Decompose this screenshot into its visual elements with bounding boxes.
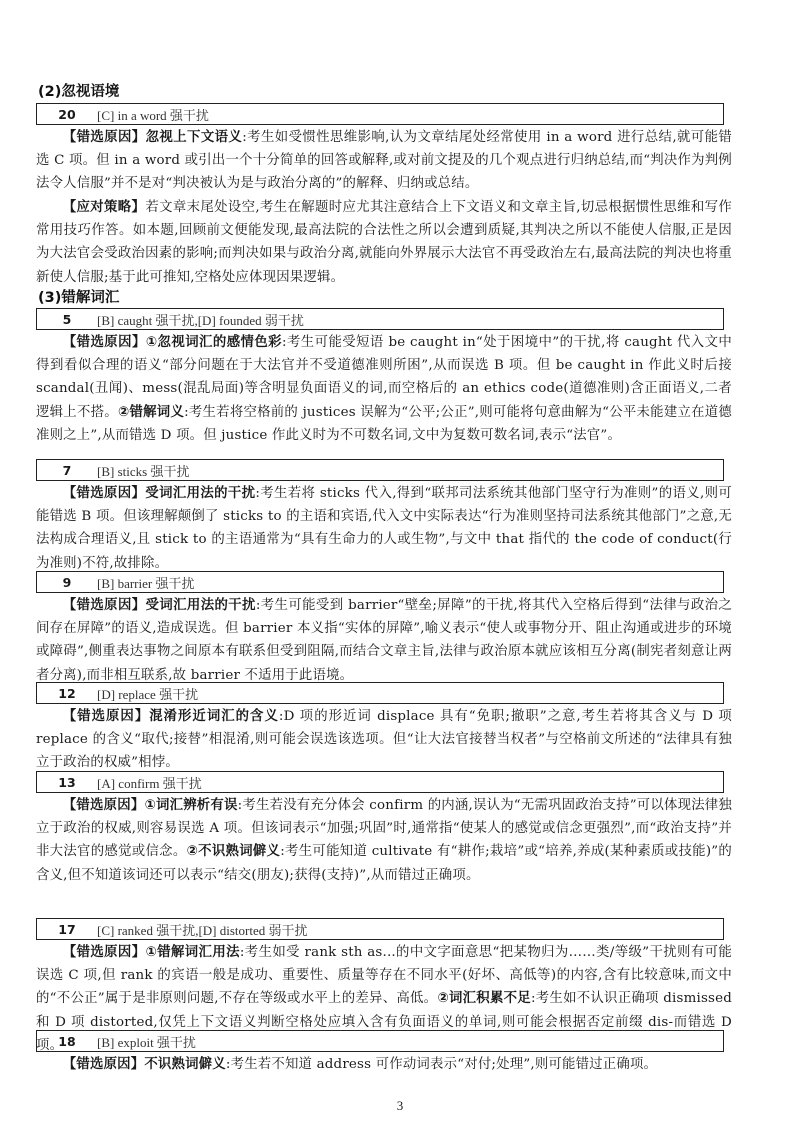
question-box-13: [36, 771, 724, 793]
reason-1-text: :考生若没有充分体会 confirm 的内涵,误认为“无需巩固政治支持”可以体现法律独立于政治的权威,则容易误选 A 项。但该词表示“加强;巩固”时,通常指“使某人的感觉或信念更强烈”,而“政治支持”并非大法官的感觉或信念。: [36, 798, 732, 860]
distractor-option: [A] confirm 强干扰: [97, 775, 202, 791]
distractor-option: [B] barrier 强干扰: [97, 575, 195, 591]
page-number: 3: [396, 1098, 404, 1113]
reason-2-text: :考生若将空格前的 justices 误解为“公平;公正”,则可能将句意曲解为“公平未能建立在道德准则之上”,从而错选 D 项。但 justice 作此义时为不可数名词,文中为复数可数名词,表示“法官”。: [36, 404, 733, 443]
question-box-12: [36, 682, 724, 704]
question-number: 5: [62, 311, 72, 327]
distractor-option: [B] exploit 强干扰: [97, 1034, 196, 1050]
analysis-label: 【错选原因】: [62, 798, 145, 813]
analysis-paragraph-18: [36, 1053, 732, 1076]
question-box-20: [36, 103, 724, 125]
distractor-option: [B] sticks 强干扰: [97, 463, 190, 479]
reason-1-text: :考生可能受短语 be caught in“处于困境中”的干扰,将 caught 代入文中得到看似合理的语义“部分问题在于大法官并不受道德准则所困”,从而误选 B 项。但 be caught in 作此义时后接 scandal(丑闻)、mess(混乱局面)等含明显负面语义的词,而空格后的 an ethics code(道德准则)含正面语义,二者逻辑上不搭。: [36, 335, 733, 420]
strategy-text: 若文章末尾处设空,考生在解题时应尤其注意结合上下文语义和文章主旨,切忌根据惯性思维和写作常用技巧作答。如本题,回顾前文便能发现,最高法院的合法性之所以会遭到质疑,其判决之所以不能使人信服,正是因为大法官会受政治因素的影响;而判决如果与政治分离,就能向外界展示大法官不再受政治左右,最高法院的判决也将重新使人信服;基于此可推知,空格处应体现因果逻辑。: [36, 200, 732, 285]
question-number: 17: [58, 921, 76, 937]
distractor-option: [D] replace 强干扰: [97, 686, 199, 702]
question-box-7: [36, 459, 724, 481]
analysis-text: :D 项的形近词 displace 具有“免职;撤职”之意,考生若将其含义与 D 项 replace 的含义“取代;接替”相混淆,则可能会误选该选项。但“让大法官接替当权者”与空格前文所述的“法律具有独立于政治的权威”相悖。: [36, 709, 732, 771]
strategy-paragraph-20: [36, 196, 732, 289]
analysis-label: 【错选原因】: [62, 945, 146, 960]
reason-1-label: ①错解词汇用法: [145, 945, 240, 960]
analysis-label: 【错选原因】不识熟词僻义: [62, 1057, 226, 1072]
analysis-label: 【错选原因】受词汇用法的干扰: [62, 598, 256, 613]
question-number: 7: [62, 462, 72, 478]
strategy-label: 【应对策略】: [62, 200, 146, 215]
analysis-paragraph-9: [36, 594, 732, 687]
section-heading-misread-vocabulary: (3)错解词汇: [38, 290, 120, 306]
reason-1-label: ①忽视词汇的感情色彩: [145, 335, 283, 350]
question-box-18: [36, 1030, 724, 1052]
analysis-paragraph-13: [36, 794, 732, 887]
reason-2-text: :考生可能知道 cultivate 有“耕作;栽培”或“培养,养成(某种素质或技能)”的含义,但不知道该词还可以表示“结交(朋友);获得(支持)”,从而错过正确项。: [36, 844, 732, 883]
question-number: 9: [62, 574, 72, 590]
analysis-paragraph-5: [36, 331, 732, 447]
analysis-paragraph-20: [36, 126, 732, 196]
analysis-label: 【错选原因】忽视上下文语义: [62, 130, 243, 145]
question-box-9: [36, 571, 724, 593]
question-number: 13: [58, 774, 76, 790]
reason-2-label: ②词汇积累不足: [437, 991, 531, 1007]
analysis-label: 【错选原因】: [62, 335, 146, 350]
distractor-option: [C] ranked 强干扰,[D] distorted 弱干扰: [97, 922, 308, 938]
reason-1-label: ①词汇辨析有误: [144, 798, 238, 813]
analysis-text: :考生可能受到 barrier“壁垒;屏障”的干扰,将其代入空格后得到“法律与政治之间存在屏障”的语义,造成误选。但 barrier 本义指“实体的屏障”,喻义表示“使人或事物分开、阻止沟通或进步的环境或障碍”,侧重表达事物之间原本有联系但受到阻隔,而结合文章主旨,法律与政治原本就应该相互分离(制宪者刻意让两者分离),而非相互联系,故 barrier 不适用于此语境。: [36, 598, 732, 683]
reason-2-label: ②不识熟词僻义: [186, 844, 281, 860]
analysis-label: 【错选原因】受词汇用法的干扰: [62, 486, 256, 501]
distractor-option: [B] caught 强干扰,[D] founded 弱干扰: [97, 312, 304, 328]
analysis-text: :考生若不知道 address 可作动词表示“对付;处理”,则可能错过正确项。: [225, 1057, 658, 1072]
question-box-5: [36, 308, 724, 330]
reason-2-text: :考生如不认识正确项 dismissed 和 D 项 distorted,仅凭上下文语义判断空格处应填入含有负面语义的单词,则可能会根据否定前缀 dis-而错选 D 项。: [36, 991, 732, 1053]
question-number: 18: [58, 1033, 76, 1049]
question-number: 20: [58, 106, 76, 122]
distractor-option: [C] in a word 强干扰: [97, 107, 209, 123]
analysis-text: :考生若将 sticks 代入,得到“联邦司法系统其他部门坚守行为准则”的语义,则可能错选 B 项。但该理解颠倒了 sticks to 的主语和宾语,代入文中实际表达“行为准则坚持司法系统其他部门”之意,无法构成合理语义,且 stick to 的主语通常为“具有生命力的人或生物”,与文中 that 指代的 the code of conduct(行为准则)不符,故排除。: [36, 486, 732, 571]
reason-1-text: :考生如受 rank sth as...的中文字面意思“把某物归为……类/等级”干扰则有可能误选 C 项,但 rank 的宾语一般是成功、重要性、质量等存在不同水平(好坏、高低等)的内容,含有比较意味,而文中的“不公正”属于是非原则问题,不存在等级或水平上的差异、高低。: [36, 945, 732, 1007]
section-heading-ignore-context: (2)忽视语境: [38, 84, 120, 100]
analysis-paragraph-12: [36, 705, 732, 775]
analysis-text: :考生如受惯性思维影响,认为文章结尾处经常使用 in a word 进行总结,就可能错选 C 项。但 in a word 或引出一个十分简单的回答或解释,或对前文提及的几个观点进行归纳总结,而“判决作为判例法令人信服”并不是对“判决被认为是与政治分离的”的解释、归纳或总结。: [36, 130, 732, 192]
reason-2-label: ②错解词义: [117, 404, 185, 420]
question-box-17: [36, 918, 724, 940]
question-number: 12: [58, 685, 76, 701]
analysis-paragraph-7: [36, 482, 732, 575]
analysis-label: 【错选原因】混淆形近词汇的含义: [62, 709, 279, 724]
